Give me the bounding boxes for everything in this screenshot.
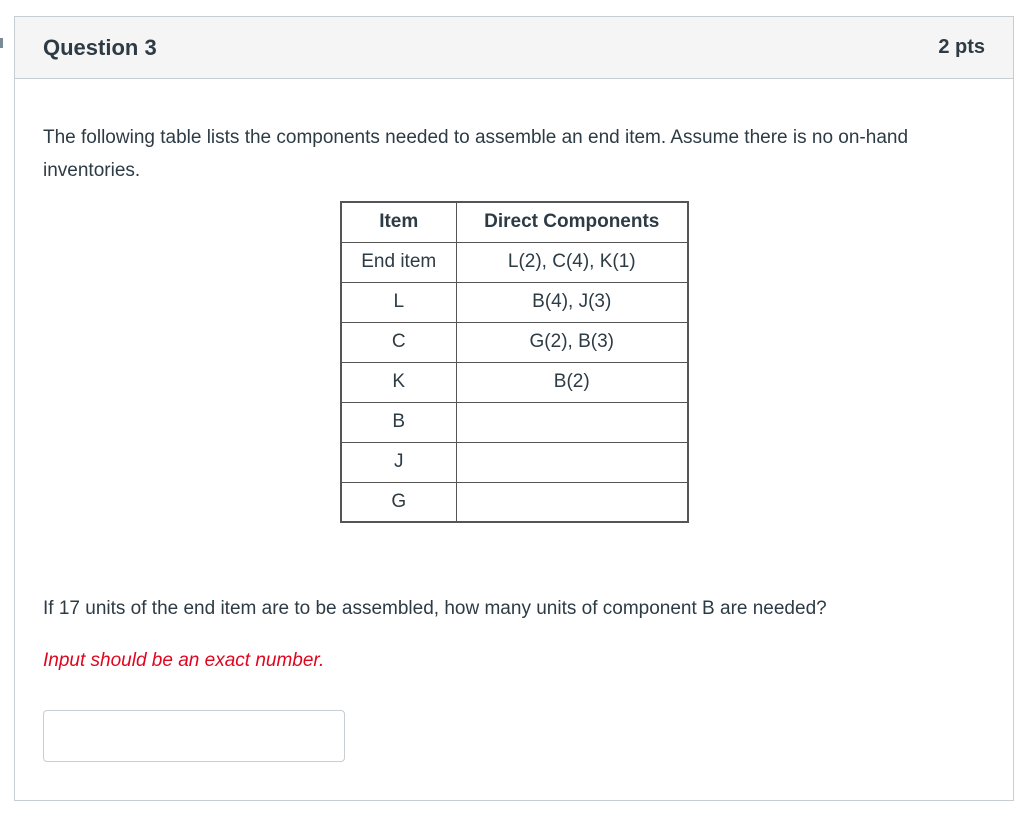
table-row: [341, 282, 688, 322]
table-cell-item: L: [341, 282, 456, 322]
table-header-item: Item: [341, 202, 456, 242]
question-header: [15, 17, 1013, 79]
table-row: [341, 242, 688, 282]
table-row: [341, 482, 688, 522]
table-header-row: [341, 202, 688, 242]
table-header-components: Direct Components: [456, 202, 688, 242]
question-points: 2 pts: [938, 36, 985, 58]
table-cell-components: G(2), B(3): [456, 322, 688, 362]
table-cell-item: K: [341, 362, 456, 402]
bom-table: [340, 201, 689, 523]
table-cell-item: C: [341, 322, 456, 362]
table-cell-item: B: [341, 402, 456, 442]
question-prompt: If 17 units of the end item are to be assembled, how many units of component B are needed?: [43, 598, 827, 619]
table-cell-item: G: [341, 482, 456, 522]
table-cell-components: [456, 442, 688, 482]
question-card: [14, 16, 1014, 801]
question-intro: The following table lists the components needed to assemble an end item. Assume there is no on-hand inventories.: [43, 127, 909, 181]
table-row: [341, 362, 688, 402]
table-cell-item: J: [341, 442, 456, 482]
table-row: [341, 322, 688, 362]
table-cell-components: [456, 482, 688, 522]
table-cell-components: B(2): [456, 362, 688, 402]
table-row: [341, 402, 688, 442]
answer-input[interactable]: [43, 710, 345, 762]
table-cell-components: B(4), J(3): [456, 282, 688, 322]
question-nav-marker: [0, 38, 3, 48]
table-cell-components: [456, 402, 688, 442]
input-hint: Input should be an exact number.: [43, 650, 325, 671]
table-row: [341, 442, 688, 482]
table-cell-item: End item: [341, 242, 456, 282]
table-cell-components: L(2), C(4), K(1): [456, 242, 688, 282]
question-title: Question 3: [43, 34, 157, 60]
